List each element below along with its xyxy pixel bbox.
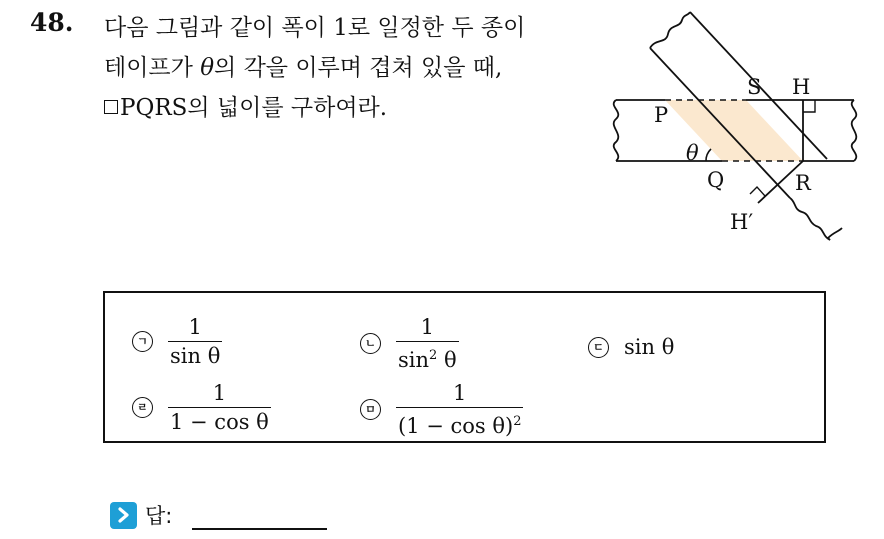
choice-e-numerator: 1 [453, 381, 467, 405]
choice-a-mark: ㄱ [132, 331, 153, 352]
answer-label: 답: [145, 504, 173, 528]
square-symbol-icon [104, 100, 118, 114]
answer-row [110, 500, 327, 530]
label-Q: Q [707, 168, 725, 192]
choice-b-den-sup: 2 [429, 348, 438, 363]
line3-post: 의 넓이를 구하여라. [187, 95, 388, 121]
choice-d-numerator: 1 [212, 381, 227, 405]
choice-c[interactable] [588, 335, 674, 359]
choice-b[interactable] [360, 313, 459, 374]
choice-d-fraction [168, 379, 271, 436]
choices-box [103, 291, 826, 443]
choice-d-mark: ㄹ [132, 397, 153, 418]
label-S: S [747, 75, 762, 99]
choice-e-fraction [396, 379, 523, 440]
question-line-2 [104, 49, 502, 82]
choice-b-den-post: θ [437, 348, 457, 372]
label-H-prime: H′ [730, 210, 754, 234]
choice-a[interactable] [132, 313, 222, 370]
right-angle-H-prime-icon [750, 187, 765, 196]
label-H: H [792, 75, 811, 99]
question-line-3 [104, 89, 387, 122]
choice-b-numerator: 1 [420, 315, 434, 339]
choice-d[interactable] [132, 379, 271, 436]
label-theta: θ [686, 141, 699, 165]
choice-c-text: sin θ [624, 335, 675, 359]
label-R: R [795, 171, 811, 195]
choice-b-denominator [396, 341, 459, 374]
question-number: 48. [30, 8, 74, 37]
choice-e-den-sup: 2 [513, 414, 522, 429]
angle-theta-arc [706, 149, 711, 161]
question-line-1: 다음 그림과 같이 폭이 1로 일정한 두 종이 [104, 15, 526, 41]
answer-arrow-icon [110, 502, 137, 529]
choice-e-den-main: (1 − cos θ) [398, 414, 514, 438]
choice-a-denominator: sin θ [168, 341, 222, 370]
answer-blank[interactable] [192, 500, 327, 530]
choice-d-denominator: 1 − cos θ [168, 407, 271, 436]
choice-b-den-pre: sin [398, 348, 430, 372]
line2-pre: 테이프가 [104, 55, 201, 81]
choice-e-mark: ㅁ [360, 399, 381, 420]
choice-c-mark: ㄷ [588, 337, 609, 358]
choice-e[interactable] [360, 379, 523, 440]
choice-b-mark: ㄴ [360, 333, 381, 354]
choice-e-denominator [396, 407, 523, 440]
choice-a-fraction [168, 313, 222, 370]
choice-b-fraction [396, 313, 459, 374]
choice-a-numerator: 1 [188, 315, 202, 339]
line2-post: 의 각을 이루며 겹쳐 있을 때, [214, 55, 503, 81]
shape-name: PQRS [120, 95, 188, 121]
theta-symbol: θ [200, 55, 215, 81]
right-angle-H-icon [803, 100, 815, 112]
label-P: P [654, 103, 669, 127]
tape-overlap-figure [590, 0, 884, 260]
